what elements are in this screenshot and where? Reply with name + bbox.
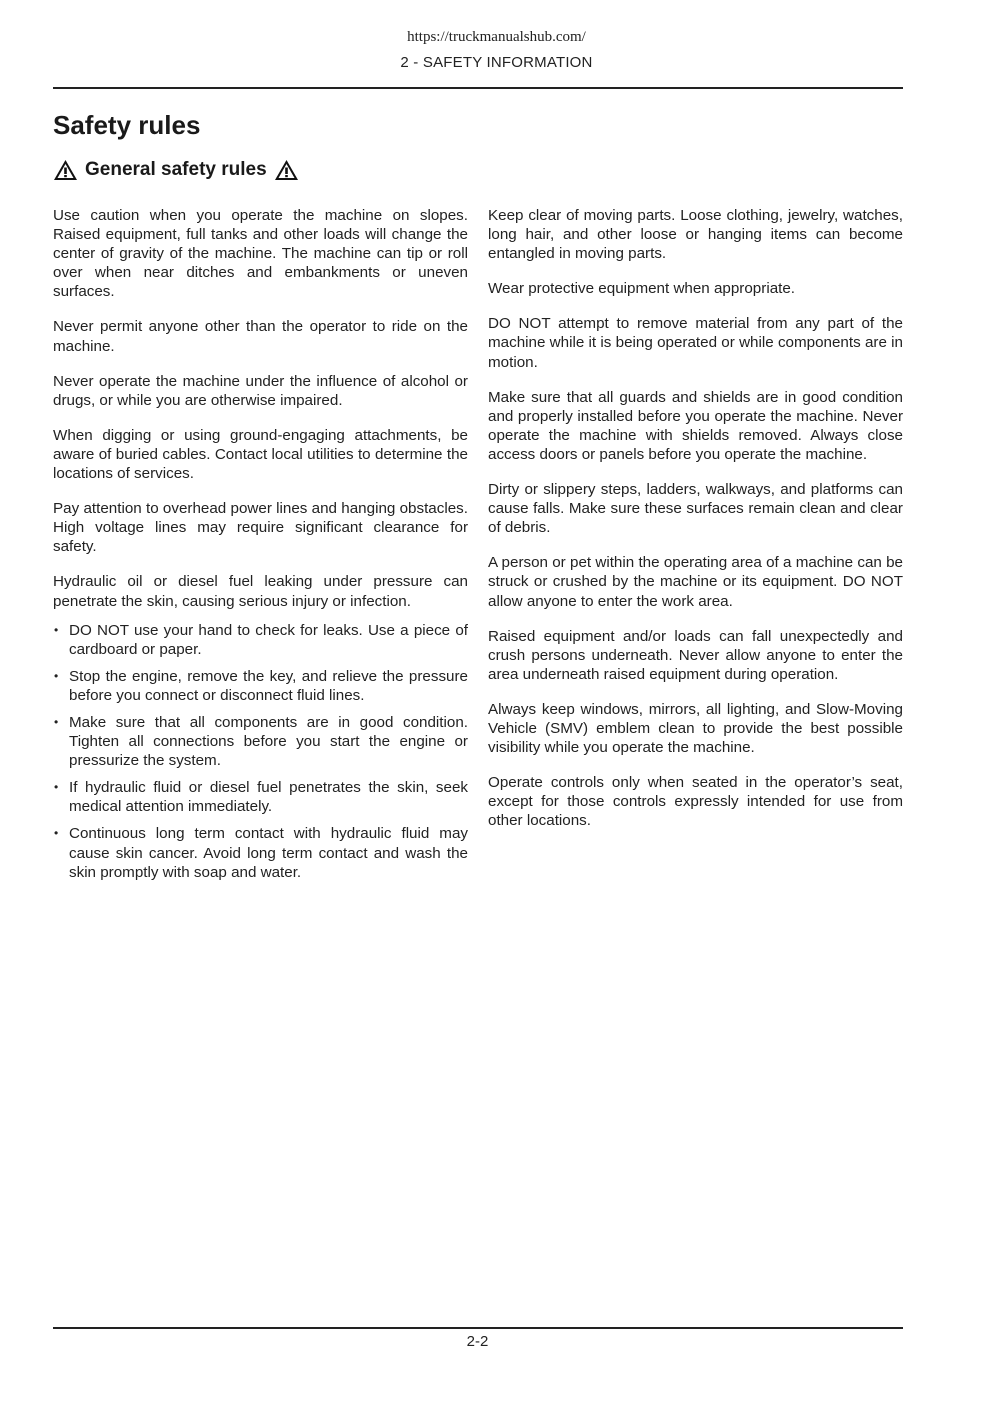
paragraph: When digging or using ground-engaging attachments, be aware of buried cables. Contact local utilities to determine the locations of services. <box>53 426 468 483</box>
paragraph: DO NOT attempt to remove material from any part of the machine while it is being operated or while components are in motion. <box>488 315 903 371</box>
right-column <box>488 206 903 846</box>
bullet-icon: • <box>54 668 59 683</box>
left-column <box>53 206 468 890</box>
subtitle-label: General safety rules <box>85 159 267 180</box>
page-title: Safety rules <box>53 110 201 140</box>
list-item <box>53 667 468 705</box>
list-item-text: Stop the engine, remove the key, and relieve the pressure before you connect or disconnect fluid lines. <box>69 667 468 704</box>
paragraph: Keep clear of moving parts. Loose clothing, jewelry, watches, long hair, and other loose or hanging items can become entangled in moving parts. <box>488 207 903 263</box>
warning-triangle-icon <box>274 159 299 181</box>
list-item <box>53 621 468 659</box>
list-item <box>53 824 468 881</box>
paragraph: A person or pet within the operating area of a machine can be struck or crushed by the machine or its equipment. DO NOT allow anyone to enter the work area. <box>488 554 903 610</box>
paragraph: Wear protective equipment when appropriate. <box>488 280 796 298</box>
warning-triangle-icon <box>53 159 78 181</box>
footer-divider <box>53 1327 903 1329</box>
paragraph: Hydraulic oil or diesel fuel leaking under pressure can penetrate the skin, causing serious injury or infection. <box>53 573 468 610</box>
leak-safety-list <box>53 621 468 882</box>
paragraph: Dirty or slippery steps, ladders, walkways, and platforms can cause falls. Make sure these surfaces remain clean and clear of debris. <box>488 481 903 537</box>
paragraph: Use caution when you operate the machine on slopes. Raised equipment, full tanks and other loads will change the center of gravity of the machine. The machine can tip or roll over when near ditches and embankments or uneven surfaces. <box>53 207 468 301</box>
list-item-text: If hydraulic fluid or diesel fuel penetrates the skin, seek medical attention immediately. <box>69 779 468 816</box>
list-item <box>53 778 468 816</box>
bullet-icon: • <box>54 622 59 637</box>
paragraph: Pay attention to overhead power lines and hanging obstacles. High voltage lines may require significant clearance for safety. <box>53 500 468 556</box>
paragraph: Never permit anyone other than the operator to ride on the machine. <box>53 318 468 355</box>
paragraph: Raised equipment and/or loads can fall unexpectedly and crush persons underneath. Never allow anyone to enter the area underneath raised equipment during operation. <box>488 627 903 683</box>
paragraph: Always keep windows, mirrors, all lighting, and Slow-Moving Vehicle (SMV) emblem clean to provide the best possible visibility while you operate the machine. <box>488 700 903 757</box>
paragraph: Make sure that all guards and shields are in good condition and properly installed before you operate the machine. Never operate the machine with shields removed. Always close access doors or panels before you operate the machine. <box>488 388 903 463</box>
bullet-icon: • <box>54 714 59 729</box>
header-url: https://truckmanualshub.com/ <box>407 29 586 45</box>
list-item-text: Continuous long term contact with hydraulic fluid may cause skin cancer. Avoid long term contact and wash the skin promptly with soap and water. <box>69 825 468 881</box>
list-item-text: Make sure that all components are in good condition. Tighten all connections before you start the engine or pressurize the system. <box>69 713 468 770</box>
bullet-icon: • <box>54 780 59 795</box>
paragraph: Operate controls only when seated in the operator’s seat, except for those controls expressly intended for use from other locations. <box>488 774 903 830</box>
page-number: 2-2 <box>466 1333 489 1350</box>
paragraph: Never operate the machine under the influence of alcohol or drugs, or while you are otherwise impaired. <box>53 372 468 409</box>
header-divider <box>53 87 903 89</box>
bullet-icon: • <box>54 826 59 841</box>
chapter-heading: 2 - SAFETY INFORMATION <box>400 54 593 71</box>
list-item-text: DO NOT use your hand to check for leaks. Use a piece of cardboard or paper. <box>69 621 468 658</box>
list-item <box>53 713 468 770</box>
section-subtitle <box>53 159 299 181</box>
